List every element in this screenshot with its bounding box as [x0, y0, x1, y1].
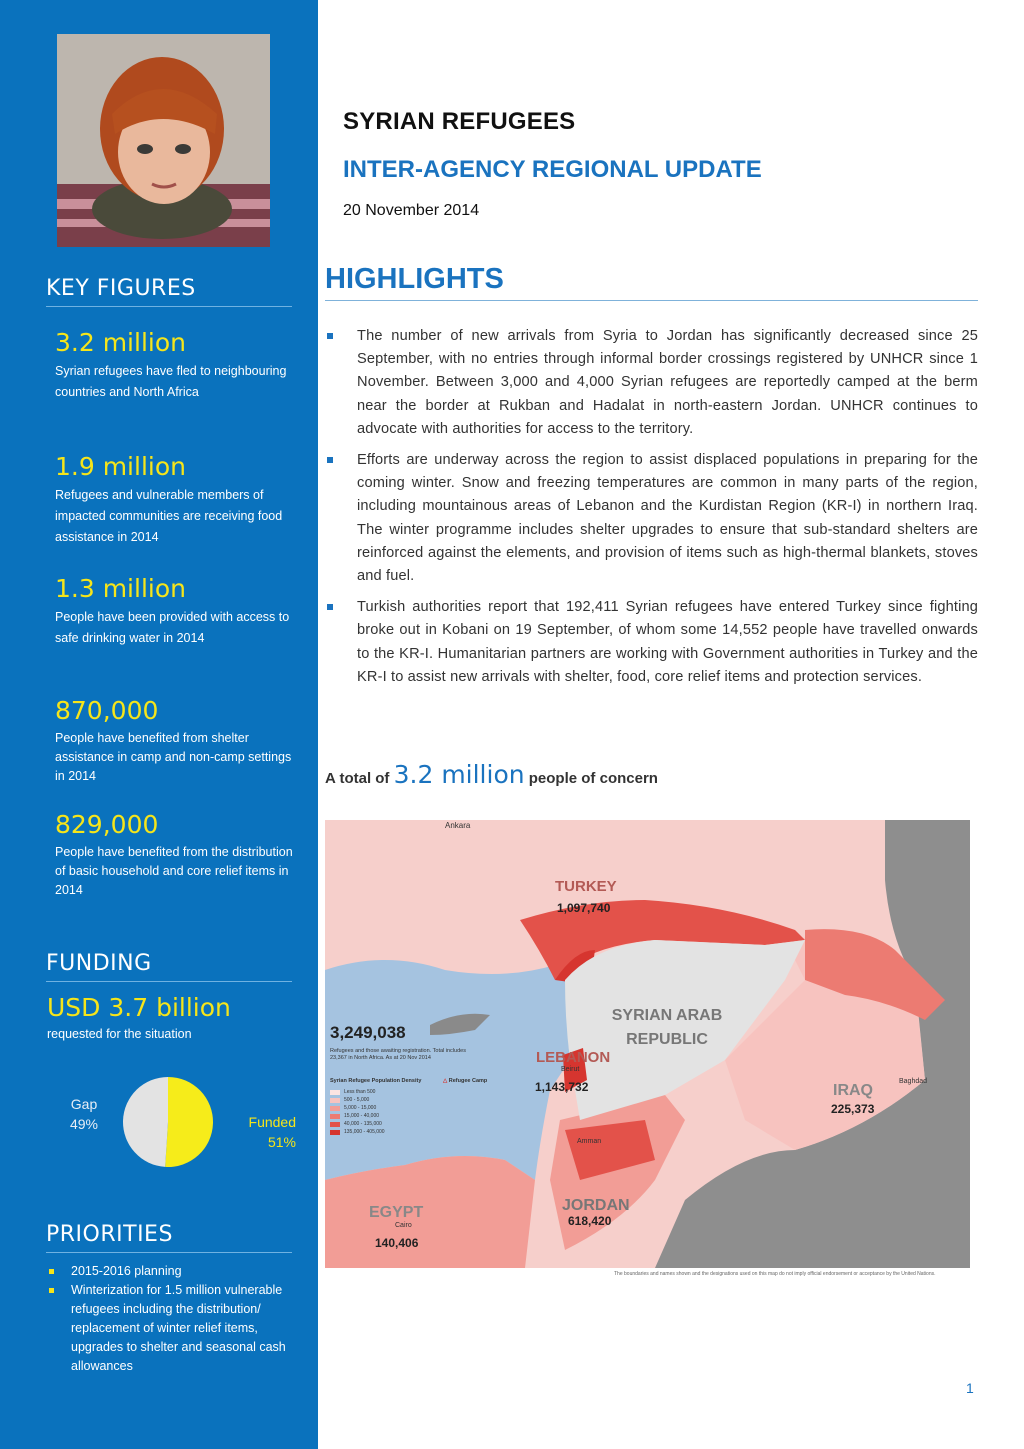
gap-pct: 49%: [69, 1116, 99, 1132]
legend-swatch: [330, 1106, 340, 1111]
document-date: 20 November 2014: [343, 202, 480, 219]
key-figures-heading: KEY FIGURES: [46, 276, 292, 307]
key-figure-1: [55, 328, 295, 403]
sidebar: [0, 0, 318, 1449]
key-figure-2: [55, 452, 295, 548]
key-figure-desc: People have benefited from the distribution of basic household and core relief items in 2014: [55, 845, 293, 897]
cover-photo: [57, 34, 270, 247]
country-value-jordan: 618,420: [568, 1214, 612, 1228]
city-amman: Amman: [577, 1138, 602, 1145]
country-value-egypt: 140,406: [375, 1236, 419, 1250]
priorities-heading: PRIORITIES: [46, 1222, 292, 1253]
legend-swatch: [330, 1122, 340, 1127]
child-portrait-image: [57, 34, 270, 247]
legend-label: Less than 500: [344, 1089, 376, 1095]
legend-swatch: [330, 1098, 340, 1103]
legend-label: 15,000 - 40,000: [344, 1113, 380, 1119]
document-subtitle: INTER-AGENCY REGIONAL UPDATE: [343, 156, 762, 183]
key-figure-value: 829,000: [55, 810, 159, 839]
highlight-text: The number of new arrivals from Syria to Jordan has significantly decreased since 25 September, with no entries through informal border crossings registered by UNHCR since 1 November. Between 3,000 and 4,000 Syrian refugees are reportedly camped at the berm near the border at Rukban and Hadalat in north-eastern Jordan. UNHCR continues to advocate with authorities for access to the territory.: [357, 328, 978, 437]
country-value-iraq: 225,373: [831, 1102, 875, 1116]
bullet-icon: [327, 457, 333, 463]
priority-text: Winterization for 1.5 million vulnerable refugees including the distribution/ replacement of winter relief items, upgrades to shelter and seasonal cash allowances: [71, 1283, 286, 1373]
legend-label: 500 - 5,000: [344, 1097, 370, 1103]
key-figure-desc: Syrian refugees have fled to neighbouring countries and North Africa: [55, 364, 287, 399]
funding-pie-svg: [122, 1076, 214, 1168]
pie-label-gap: [62, 1094, 106, 1134]
country-label-egypt: EGYPT: [369, 1204, 424, 1221]
document-title: SYRIAN REFUGEES: [343, 108, 576, 135]
highlight-text: Turkish authorities report that 192,411 Syrian refugees have entered Turkey since fighting broke out in Kobani on 19 September, of whom some 14,552 people have travelled onwards to the KR-I. Humanitarian partners are working with Government authorities in Turkey and the KR-I to assist new arrivals with shelter, food, core relief items and protection services.: [357, 599, 978, 685]
country-value-lebanon: 1,143,732: [535, 1080, 589, 1094]
country-label-lebanon: LEBANON: [536, 1049, 611, 1066]
funded-label: Funded: [248, 1114, 296, 1130]
map-legend-camp: [443, 1078, 487, 1084]
total-of-concern: [325, 760, 658, 789]
city-baghdad: Baghdad: [899, 1078, 928, 1085]
map-disclaimer: The boundaries and names shown and the designations used on this map do not imply official endorsement or acceptance by the United Nations.: [614, 1271, 936, 1277]
map-total: 3,249,038: [330, 1023, 406, 1042]
map-legend: [330, 1088, 385, 1136]
country-label-syria: SYRIAN ARAB REPUBLIC: [611, 1007, 723, 1048]
key-figure-desc: People have benefited from shelter assistance in camp and non-camp settings in 2014: [55, 731, 292, 783]
country-label-jordan: JORDAN: [562, 1197, 630, 1214]
country-value-turkey: 1,097,740: [557, 901, 611, 915]
bullet-icon: [49, 1288, 54, 1293]
mediterranean-sea: [325, 960, 575, 1180]
key-figure-4: [55, 696, 295, 786]
country-label-iraq: IRAQ: [833, 1082, 873, 1099]
funding-heading: FUNDING: [46, 951, 292, 982]
total-prefix: A total of: [325, 770, 390, 787]
priority-item: [47, 1262, 292, 1281]
highlight-item: [325, 596, 978, 689]
priority-item: [47, 1281, 292, 1376]
city-cairo: Cairo: [395, 1222, 412, 1229]
bullet-icon: [327, 333, 333, 339]
bullet-icon: [49, 1269, 54, 1274]
highlight-item: [325, 325, 978, 441]
legend-swatch: [330, 1130, 340, 1135]
city-ankara: Ankara: [445, 821, 471, 830]
total-value: 3.2 million: [393, 760, 525, 789]
legend-label: 5,000 - 15,000: [344, 1105, 377, 1111]
key-figure-value: 1.9 million: [55, 452, 186, 481]
legend-camp-label: Refugee Camp: [448, 1078, 488, 1084]
funding-desc: requested for the situation: [47, 1027, 192, 1041]
pie-slice-gap: [123, 1077, 168, 1167]
page-number: 1: [966, 1380, 974, 1396]
map-legend-item: [330, 1096, 385, 1104]
map-legend-item: [330, 1112, 385, 1120]
priority-text: 2015-2016 planning: [71, 1264, 182, 1278]
country-label-turkey: TURKEY: [555, 878, 617, 895]
key-figure-desc: Refugees and vulnerable members of impacted communities are receiving food assistance in 2014: [55, 488, 283, 544]
funded-pct: 51%: [267, 1134, 296, 1150]
map-legend-item: [330, 1120, 385, 1128]
key-figure-value: 1.3 million: [55, 574, 186, 603]
key-figure-5: [55, 810, 295, 900]
priorities-list: [47, 1262, 292, 1376]
total-suffix: people of concern: [528, 770, 658, 787]
legend-swatch: [330, 1114, 340, 1119]
map-legend-item: [330, 1128, 385, 1136]
key-figure-3: [55, 574, 295, 649]
highlight-item: [325, 449, 978, 588]
map-legend-item: [330, 1088, 385, 1096]
legend-swatch: [330, 1090, 340, 1095]
key-figure-desc: People have been provided with access to safe drinking water in 2014: [55, 610, 290, 645]
bullet-icon: [327, 604, 333, 610]
funding-pie-chart: [122, 1076, 214, 1168]
highlights-list: [325, 325, 978, 697]
pie-slice-funded: [165, 1077, 213, 1167]
legend-label: 40,000 - 135,000: [344, 1121, 382, 1127]
highlights-heading: HIGHLIGHTS: [325, 263, 978, 301]
gap-label: Gap: [70, 1096, 98, 1112]
key-figure-value: 870,000: [55, 696, 159, 725]
funding-value: USD 3.7 billion: [47, 993, 231, 1022]
map-total-note: Refugees and those awaiting registration. Total includes 23,367 in North Africa. As at 20 Nov 2014: [330, 1048, 466, 1061]
pie-label-funded: [238, 1112, 296, 1152]
city-beirut: Beirut: [561, 1066, 580, 1073]
map-legend-title: Syrian Refugee Population Density: [330, 1078, 422, 1084]
map-legend-item: [330, 1104, 385, 1112]
legend-label: 135,000 - 405,000: [344, 1129, 385, 1135]
camp-icon: △: [443, 1078, 448, 1084]
key-figure-value: 3.2 million: [55, 328, 186, 357]
refugee-map: [325, 820, 970, 1268]
highlight-text: Efforts are underway across the region to assist displaced populations in preparing for the coming winter. Snow and freezing temperatures are common in many parts of the region, including mountainous areas of Lebanon and the Kurdistan Region (KR-I) in northern Iraq. The winter programme includes shelter upgrades to ensure that sub-standard shelters are reinforced against the elements, and provision of items such as high-thermal blankets, stoves and fuel.: [357, 452, 978, 585]
